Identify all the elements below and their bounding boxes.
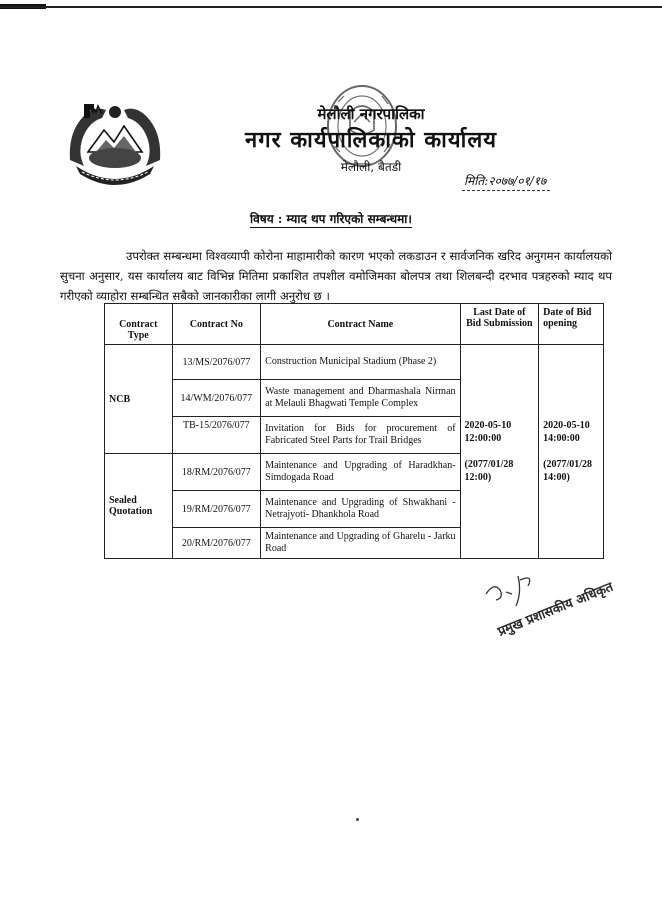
contract-no: TB-15/2076/077 <box>172 417 261 454</box>
contract-type-sealed-quotation: Sealed Quotation <box>105 454 173 559</box>
opening-time: 14:00:00 <box>543 433 580 444</box>
office-name: नगर कार्यपालिकाको कार्यालय <box>245 127 497 153</box>
header-contract-type: Contract Type <box>105 304 173 345</box>
contract-no: 13/MS/2076/077 <box>172 345 261 380</box>
top-rule <box>0 6 662 8</box>
office-location: मेलौली, बैतडी <box>340 160 402 174</box>
page-mark <box>356 818 359 821</box>
contract-name: Maintenance and Upgrading of Haradkhan- Simdogada Road <box>261 454 460 491</box>
contract-no: 20/RM/2076/077 <box>172 528 261 559</box>
header-contract-no: Contract No <box>172 304 261 345</box>
last-date-cell <box>460 345 539 559</box>
opening-date: 2020-05-10 <box>543 420 590 431</box>
table-row <box>105 345 604 380</box>
stamp-text: प्रमुख प्रशासकीय अधिकृत <box>495 579 616 640</box>
last-time: 12:00:00 <box>464 433 502 444</box>
table-header-row <box>105 304 604 345</box>
contract-name: Waste management and Dharmashala Nirman at Melauli Bhagwati Temple Complex <box>261 380 460 417</box>
contract-no: 18/RM/2076/077 <box>172 454 261 491</box>
subject-line <box>0 210 662 227</box>
header-last-date: Last Date of Bid Submission <box>460 304 539 345</box>
contract-name: Maintenance and Upgrading of Shwakhani - Netrajyoti- Dhankhola Road <box>261 491 460 528</box>
body-paragraph: उपरोक्त सम्बन्धमा विश्वव्यापी कोरोना माहामारीको कारण भएको लकडाउन र सार्वजनिक खरिद अनुगमन कार्यालयको सुचना अनुसार, यस कार्यालय बाट विभिन्न मितिमा प्रकाशित तपशील वमोजिमका बोलपत्र तथा शिलबन्दी दरभाव पत्रहरुको म्याद थप गरीएको व्याहोरा सम्बन्धित सबैको जानकारीका लागी अनुरोध छ । <box>60 249 612 303</box>
contract-name: Maintenance and Upgrading of Gharelu - Jarku Road <box>261 528 460 559</box>
last-date-bs: (2077/01/28 <box>464 459 514 470</box>
municipality-name: मेलौली नगरपालिका <box>317 105 425 123</box>
letter-date: मिति:२०७७/०१/१७ <box>462 172 550 191</box>
contract-name: Invitation for Bids for procurement of Fabricated Steel Parts for Trail Bridges <box>261 417 460 454</box>
contract-name: Construction Municipal Stadium (Phase 2) <box>261 345 460 380</box>
opening-date-cell <box>539 345 604 559</box>
bid-extension-table <box>104 303 604 559</box>
contract-no: 14/WM/2076/077 <box>172 380 261 417</box>
last-date: 2020-05-10 <box>464 420 512 431</box>
officer-signature-stamp <box>478 572 628 640</box>
opening-time-bs: 14:00) <box>543 472 570 483</box>
header-contract-name: Contract Name <box>261 304 460 345</box>
header-opening-date: Date of Bid opening <box>539 304 604 345</box>
contract-type-ncb: NCB <box>105 345 173 454</box>
contract-no: 19/RM/2076/077 <box>172 491 261 528</box>
last-time-bs: 12:00) <box>464 472 492 483</box>
opening-date-bs: (2077/01/28 <box>543 459 593 470</box>
subject-text: विषय : म्याद थप गरिएको सम्बन्धमा। <box>250 212 412 226</box>
